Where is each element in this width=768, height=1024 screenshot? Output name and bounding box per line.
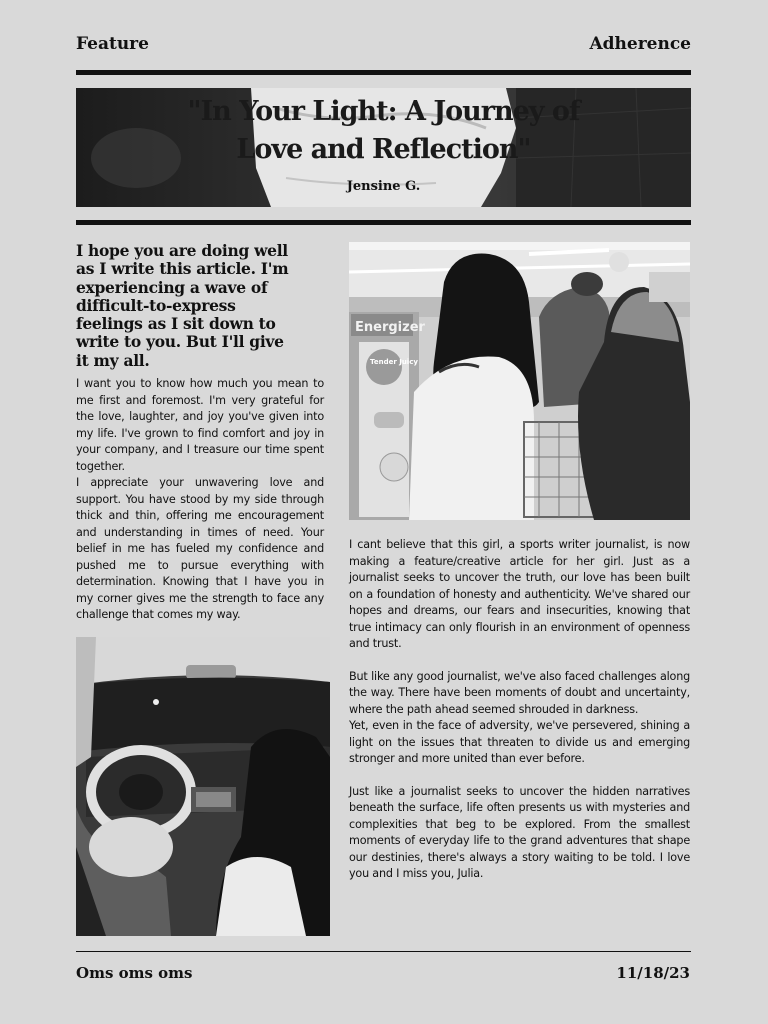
body-paragraph: Just like a journalist seeks to uncover the hidden narratives beneath the surface, life often presents us with mysteries and complexities that beg to be explored. From the smallest moments of everyday life to the grand adventures that shape our destinies, there's always a story waiting to be told. I love you and I miss you, Julia. — [349, 784, 690, 880]
banner-bottom-rule — [76, 220, 691, 225]
left-column-text — [76, 376, 324, 624]
body-paragraph: I want you to know how much you mean to me first and foremost. I'm very grateful for the love, laughter, and joy you've given into my life. I've grown to find comfort and joy in your company, and I treasure our time spent together. — [76, 377, 324, 473]
body-paragraph: Yet, even in the face of adversity, we've persevered, shining a light on the issues that threaten to divide us and emerging stronger and more united than ever before. — [349, 719, 690, 765]
footer-rule — [76, 951, 691, 952]
energizer-sign: Energizer — [355, 320, 425, 335]
footer-date: 11/18/23 — [616, 964, 690, 982]
lead-paragraph: I hope you are doing well as I write this article. I'm experiencing a wave of difficult-to-express feelings as I sit down to write to you. But I'll give it my all. — [76, 241, 289, 370]
top-rule — [76, 70, 691, 75]
article-title-line-2: Love and Reflection" — [236, 134, 531, 165]
body-paragraph: I cant believe that this girl, a sports writer journalist, is now making a feature/creative article for her girl. Just as a journalist seeks to uncover the truth, our love has been built on a foundation of honesty and authenticity. We've shared our hopes and dreams, our fears and insecurities, knowing that true intimacy can only flourish in an environment of openness and trust. — [349, 538, 690, 650]
car-interior-photo — [76, 637, 330, 936]
publication-name: Adherence — [589, 34, 691, 54]
footer-left-text: Oms oms oms — [76, 964, 193, 982]
section-label: Feature — [76, 34, 149, 54]
author-byline: Jensine G. — [346, 179, 421, 194]
body-paragraph: But like any good journalist, we've also faced challenges along the way. There have been moments of doubt and uncertainty, where the path ahead seemed shrouded in darkness. — [349, 669, 690, 716]
body-paragraph: I appreciate your unwavering love and support. You have stood by my side through thick and thin, offering me encouragement and understanding in times of need. Your belief in me has fueled my confidence and pushed me to pursue everything with determination. Knowing that I have you in my corner gives me the strength to face any challenge that comes my way. — [76, 476, 324, 621]
article-title-line-1: "In Your Light: A Journey of — [187, 96, 580, 127]
package-label: Tender Juicy — [370, 358, 418, 366]
right-column-text — [349, 537, 690, 883]
article-title — [76, 93, 691, 169]
store-photo — [349, 242, 690, 520]
